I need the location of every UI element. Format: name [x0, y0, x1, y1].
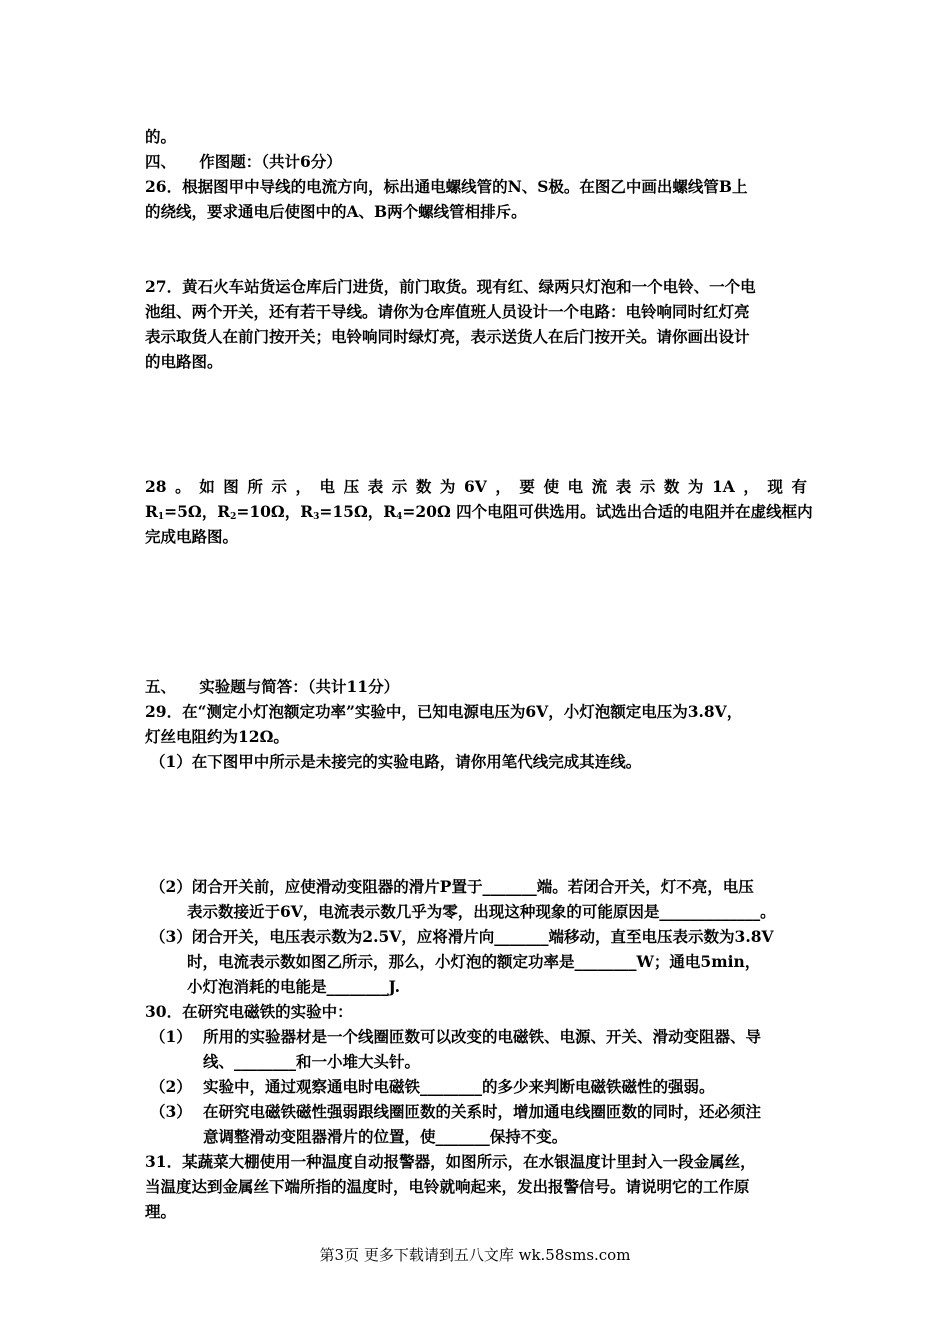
question-30-item-1-line-1: 所用的实验器材是一个线圈匝数可以改变的电磁铁、电源、开关、滑动变阻器、导 [203, 1027, 762, 1046]
question-31-line-3: 理。 [145, 1202, 177, 1221]
question-28-line-3: 完成电路图。 [145, 527, 239, 546]
question-30-item-1-marker: （1） [150, 1027, 192, 1046]
question-28-line-1: 28。如图所示，电压表示数为6V，要使电流表示数为1A，现有 [145, 477, 807, 496]
question-29-part-3-line-3: 小灯泡消耗的电能是________J. [187, 977, 401, 996]
text-line: 的。 [145, 127, 177, 146]
question-29-part-3-line-2: 时，电流表示数如图乙所示，那么，小灯泡的额定功率是________W；通电5min， [187, 952, 761, 971]
question-30-item-3-marker: （3） [150, 1102, 192, 1121]
question-27-line-1: 27．黄石火车站货运仓库后门进货，前门取货。现有红、绿两只灯泡和一个电铃、一个电 [145, 277, 756, 296]
page-footer: 第3页 更多下载请到五八文库 wk.58sms.com [319, 1246, 631, 1264]
resistor-label: R [145, 502, 158, 521]
text-span: =15Ω，R [319, 502, 397, 521]
question-29-part-2-line-2: 表示数接近于6V，电流表示数几乎为零，出现这种现象的可能原因是_____________。 [187, 902, 776, 921]
section-heading-5: 五、 实验题与简答：（共计11分） [145, 677, 400, 696]
question-30-line-1: 30．在研究电磁铁的实验中： [145, 1002, 353, 1021]
question-29-part-2-line-1: （2）闭合开关前，应使滑动变阻器的滑片P置于_______端。若闭合开关，灯不亮，电压 [150, 877, 754, 896]
question-29-part-3-line-1: （3）闭合开关，电压表示数为2.5V，应将滑片向_______端移动，直至电压表示数为3.8V [150, 927, 774, 946]
subscript: 4 [396, 512, 403, 522]
question-30-item-3-line-1: 在研究电磁铁磁性强弱跟线圈匝数的关系时，增加通电线圈匝数的同时，还必须注 [203, 1102, 762, 1121]
subscript: 3 [313, 512, 320, 522]
text-span: =10Ω，R [236, 502, 314, 521]
question-28-line-2 [145, 501, 813, 528]
text-span: =5Ω，R [164, 502, 231, 521]
question-27-line-4: 的电路图。 [145, 352, 223, 371]
question-27-line-3: 表示取货人在前门按开关；电铃响同时绿灯亮，表示送货人在后门按开关。请你画出设计 [145, 327, 750, 346]
question-26-line-2: 的绕线，要求通电后使图中的A、B两个螺线管相排斥。 [145, 202, 527, 221]
question-30-item-2-marker: （2） [150, 1077, 192, 1096]
section-heading-4: 四、 作图题：（共计6分） [145, 152, 342, 171]
question-30-item-1-line-2: 线、________和一小堆大头针。 [203, 1052, 421, 1071]
question-30-item-3-line-2: 意调整滑动变阻器滑片的位置，使_______保持不变。 [203, 1127, 568, 1146]
subscript: 1 [157, 512, 165, 522]
question-29-line-2: 灯丝电阻约为12Ω。 [145, 727, 289, 746]
question-31-line-1: 31．某蔬菜大棚使用一种温度自动报警器，如图所示，在水银温度计里封入一段金属丝， [145, 1152, 756, 1171]
subscript: 2 [230, 512, 237, 522]
question-27-line-2: 池组、两个开关，还有若干导线。请你为仓库值班人员设计一个电路：电铃响同时红灯亮 [145, 302, 750, 321]
text-span: =20Ω 四个电阻可供选用。试选出合适的电阻并在虚线框内 [402, 502, 813, 521]
question-30-item-2-line-1: 实验中，通过观察通电时电磁铁________的多少来判断电磁铁磁性的强弱。 [203, 1077, 715, 1096]
question-29-part-1: （1）在下图甲中所示是未接完的实验电路，请你用笔代线完成其连线。 [150, 752, 642, 771]
question-29-line-1: 29．在“测定小灯泡额定功率”实验中，已知电源电压为6V，小灯泡额定电压为3.8V， [145, 702, 743, 721]
question-26-line-1: 26．根据图甲中导线的电流方向，标出通电螺线管的N、S极。在图乙中画出螺线管B上 [145, 177, 748, 196]
question-31-line-2: 当温度达到金属丝下端所指的温度时，电铃就响起来，发出报警信号。请说明它的工作原 [145, 1177, 750, 1196]
